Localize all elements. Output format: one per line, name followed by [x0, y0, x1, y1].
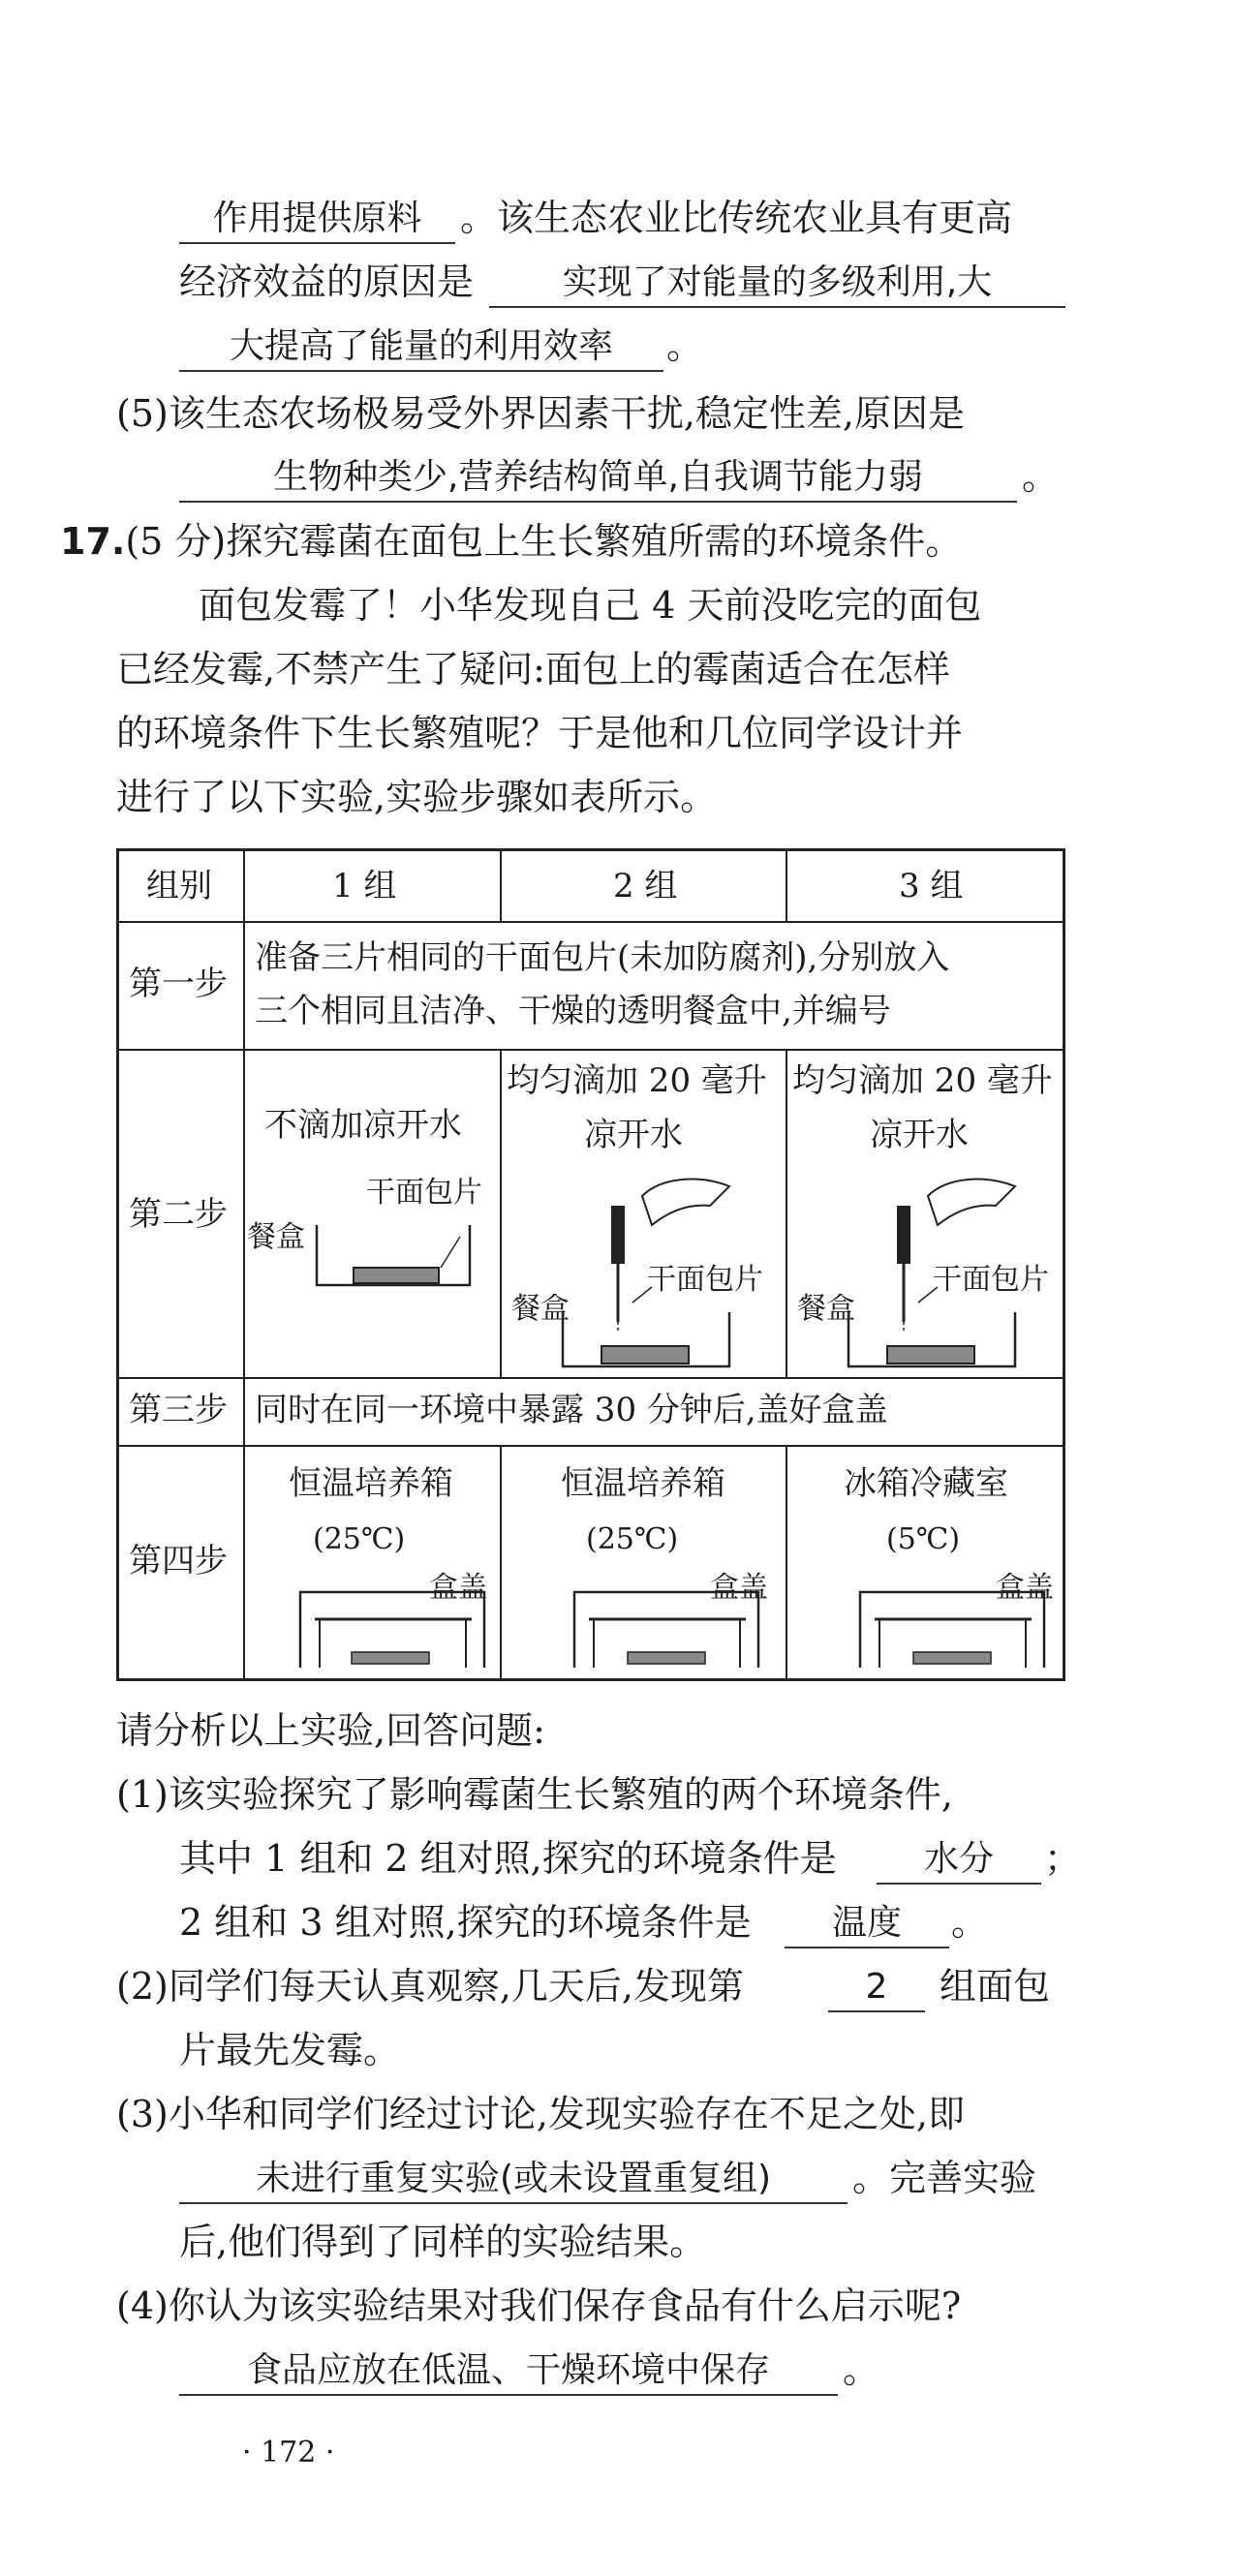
q17-heading	[60, 520, 963, 563]
answer-energy-b: 大提高了能量的利用效率	[179, 329, 663, 372]
q1-line3-tail: 。	[951, 1901, 989, 1944]
step2-label: 第二步	[129, 1195, 228, 1234]
step2-g2-bread-label: 干面包片	[647, 1263, 763, 1297]
q3-line2-tail: 。完善实验	[852, 2157, 1037, 2199]
header-group-2: 2 组	[613, 867, 678, 905]
header-group: 组别	[146, 867, 212, 905]
step4-g3-place: 冰箱冷藏室	[844, 1464, 1008, 1503]
step4-g3-temp: (5℃)	[886, 1522, 961, 1556]
step1-label: 第一步	[129, 965, 228, 1003]
step4-g2-temp: (25℃)	[586, 1522, 679, 1556]
step2-g2-text-1: 均匀滴加 20 毫升	[507, 1061, 767, 1100]
step2-g3-dropper-illustration	[792, 1167, 1063, 1372]
intro-line1-tail: 。该生态农业比传统农业具有更高	[460, 197, 1013, 239]
header-group-3: 3 组	[899, 867, 964, 905]
step1-text-2: 三个相同且洁净、干燥的透明餐盒中,并编号	[255, 992, 891, 1030]
q17-para-1: 面包发霉了！小华发现自己 4 天前没吃完的面包	[199, 584, 982, 627]
step2-g1-box-label: 餐盒	[247, 1220, 305, 1254]
step4-g1-temp: (25℃)	[313, 1522, 406, 1556]
q4-line1: (4)你认为该实验结果对我们保存食品有什么启示呢?	[116, 2285, 962, 2327]
q17-para-2: 已经发霉,不禁产生了疑问:面包上的霉菌适合在怎样	[116, 648, 950, 690]
q17-title: (5 分)探究霉菌在面包上生长繁殖所需的环境条件。	[125, 520, 963, 563]
q1-line2-tail: ；	[1044, 1837, 1082, 1880]
intro-line3-tail: 。	[666, 324, 704, 367]
analysis-prompt: 请分析以上实验,回答问题:	[116, 1709, 545, 1752]
q17-number: 17.	[60, 520, 126, 563]
step3-text: 同时在同一环境中暴露 30 分钟后,盖好盒盖	[255, 1391, 888, 1429]
q3-line3: 后,他们得到了同样的实验结果。	[179, 2221, 707, 2263]
q5-end: 。	[1022, 455, 1060, 498]
answer-q1-temperature: 温度	[785, 1906, 949, 1948]
q3-line1: (3)小华和同学们经过讨论,发现实验存在不足之处,即	[116, 2093, 965, 2135]
step4-label: 第四步	[129, 1542, 228, 1580]
step2-g3-text-2: 凉开水	[870, 1116, 969, 1154]
step2-g2-box-label: 餐盒	[511, 1292, 570, 1326]
answer-raw-material: 作用提供原料	[179, 201, 455, 244]
q17-para-4: 进行了以下实验,实验步骤如表所示。	[116, 776, 718, 818]
answer-q2-group: 2	[828, 1970, 925, 2012]
q2-line2: 片最先发霉。	[179, 2029, 401, 2071]
step1-text-1: 准备三片相同的干面包片(未加防腐剂),分别放入	[255, 938, 950, 977]
step2-g3-bread-label: 干面包片	[933, 1263, 1049, 1297]
q5-text: (5)该生态农场极易受外界因素干扰,稳定性差,原因是	[116, 392, 965, 435]
q2-line1: (2)同学们每天认真观察,几天后,发现第	[116, 1965, 744, 2008]
answer-q3: 未进行重复实验(或未设置重复组)	[179, 2162, 848, 2204]
step2-group1-text: 不滴加凉开水	[264, 1106, 462, 1145]
step2-g1-bread-label: 干面包片	[366, 1176, 482, 1210]
step2-g2-text-2: 凉开水	[584, 1116, 683, 1154]
step4-g2-incubator-illustration	[507, 1582, 784, 1674]
intro-line2-head: 经济效益的原因是	[179, 261, 475, 303]
step4-g1-lid-label: 盒盖	[429, 1571, 487, 1605]
step4-g2-lid-label: 盒盖	[710, 1571, 768, 1605]
answer-q4: 食品应放在低温、干燥环境中保存	[179, 2353, 838, 2396]
q17-para-3: 的环境条件下生长繁殖呢？于是他和几位同学设计并	[116, 712, 964, 754]
step2-g2-dropper-illustration	[507, 1167, 784, 1372]
step4-g2-place: 恒温培养箱	[561, 1464, 725, 1503]
answer-q1-water: 水分	[877, 1842, 1041, 1885]
experiment-table	[116, 848, 1065, 1681]
q1-line2: 其中 1 组和 2 组对照,探究的环境条件是	[179, 1837, 837, 1880]
step2-g3-box-label: 餐盒	[797, 1292, 855, 1326]
q4-tail: 。	[843, 2348, 880, 2391]
step3-label: 第三步	[129, 1391, 228, 1429]
step2-g3-text-1: 均匀滴加 20 毫升	[792, 1061, 1053, 1100]
header-group-1: 1 组	[332, 867, 397, 905]
step4-g1-incubator-illustration	[247, 1582, 497, 1674]
answer-energy-a: 实现了对能量的多级利用,大	[489, 265, 1065, 308]
q1-line1: (1)该实验探究了影响霉菌生长繁殖的两个环境条件,	[116, 1773, 953, 1816]
answer-q5: 生物种类少,营养结构简单,自我调节能力弱	[179, 460, 1017, 503]
step4-g3-lid-label: 盒盖	[996, 1571, 1054, 1605]
q1-line3: 2 组和 3 组对照,探究的环境条件是	[179, 1901, 752, 1944]
page-number: · 172 ·	[242, 2436, 335, 2469]
step2-g1-dish-illustration	[247, 1210, 497, 1306]
step4-g1-place: 恒温培养箱	[289, 1464, 453, 1503]
q2-line1-tail: 组面包	[940, 1965, 1051, 2008]
step4-g3-fridge-illustration	[792, 1582, 1063, 1674]
